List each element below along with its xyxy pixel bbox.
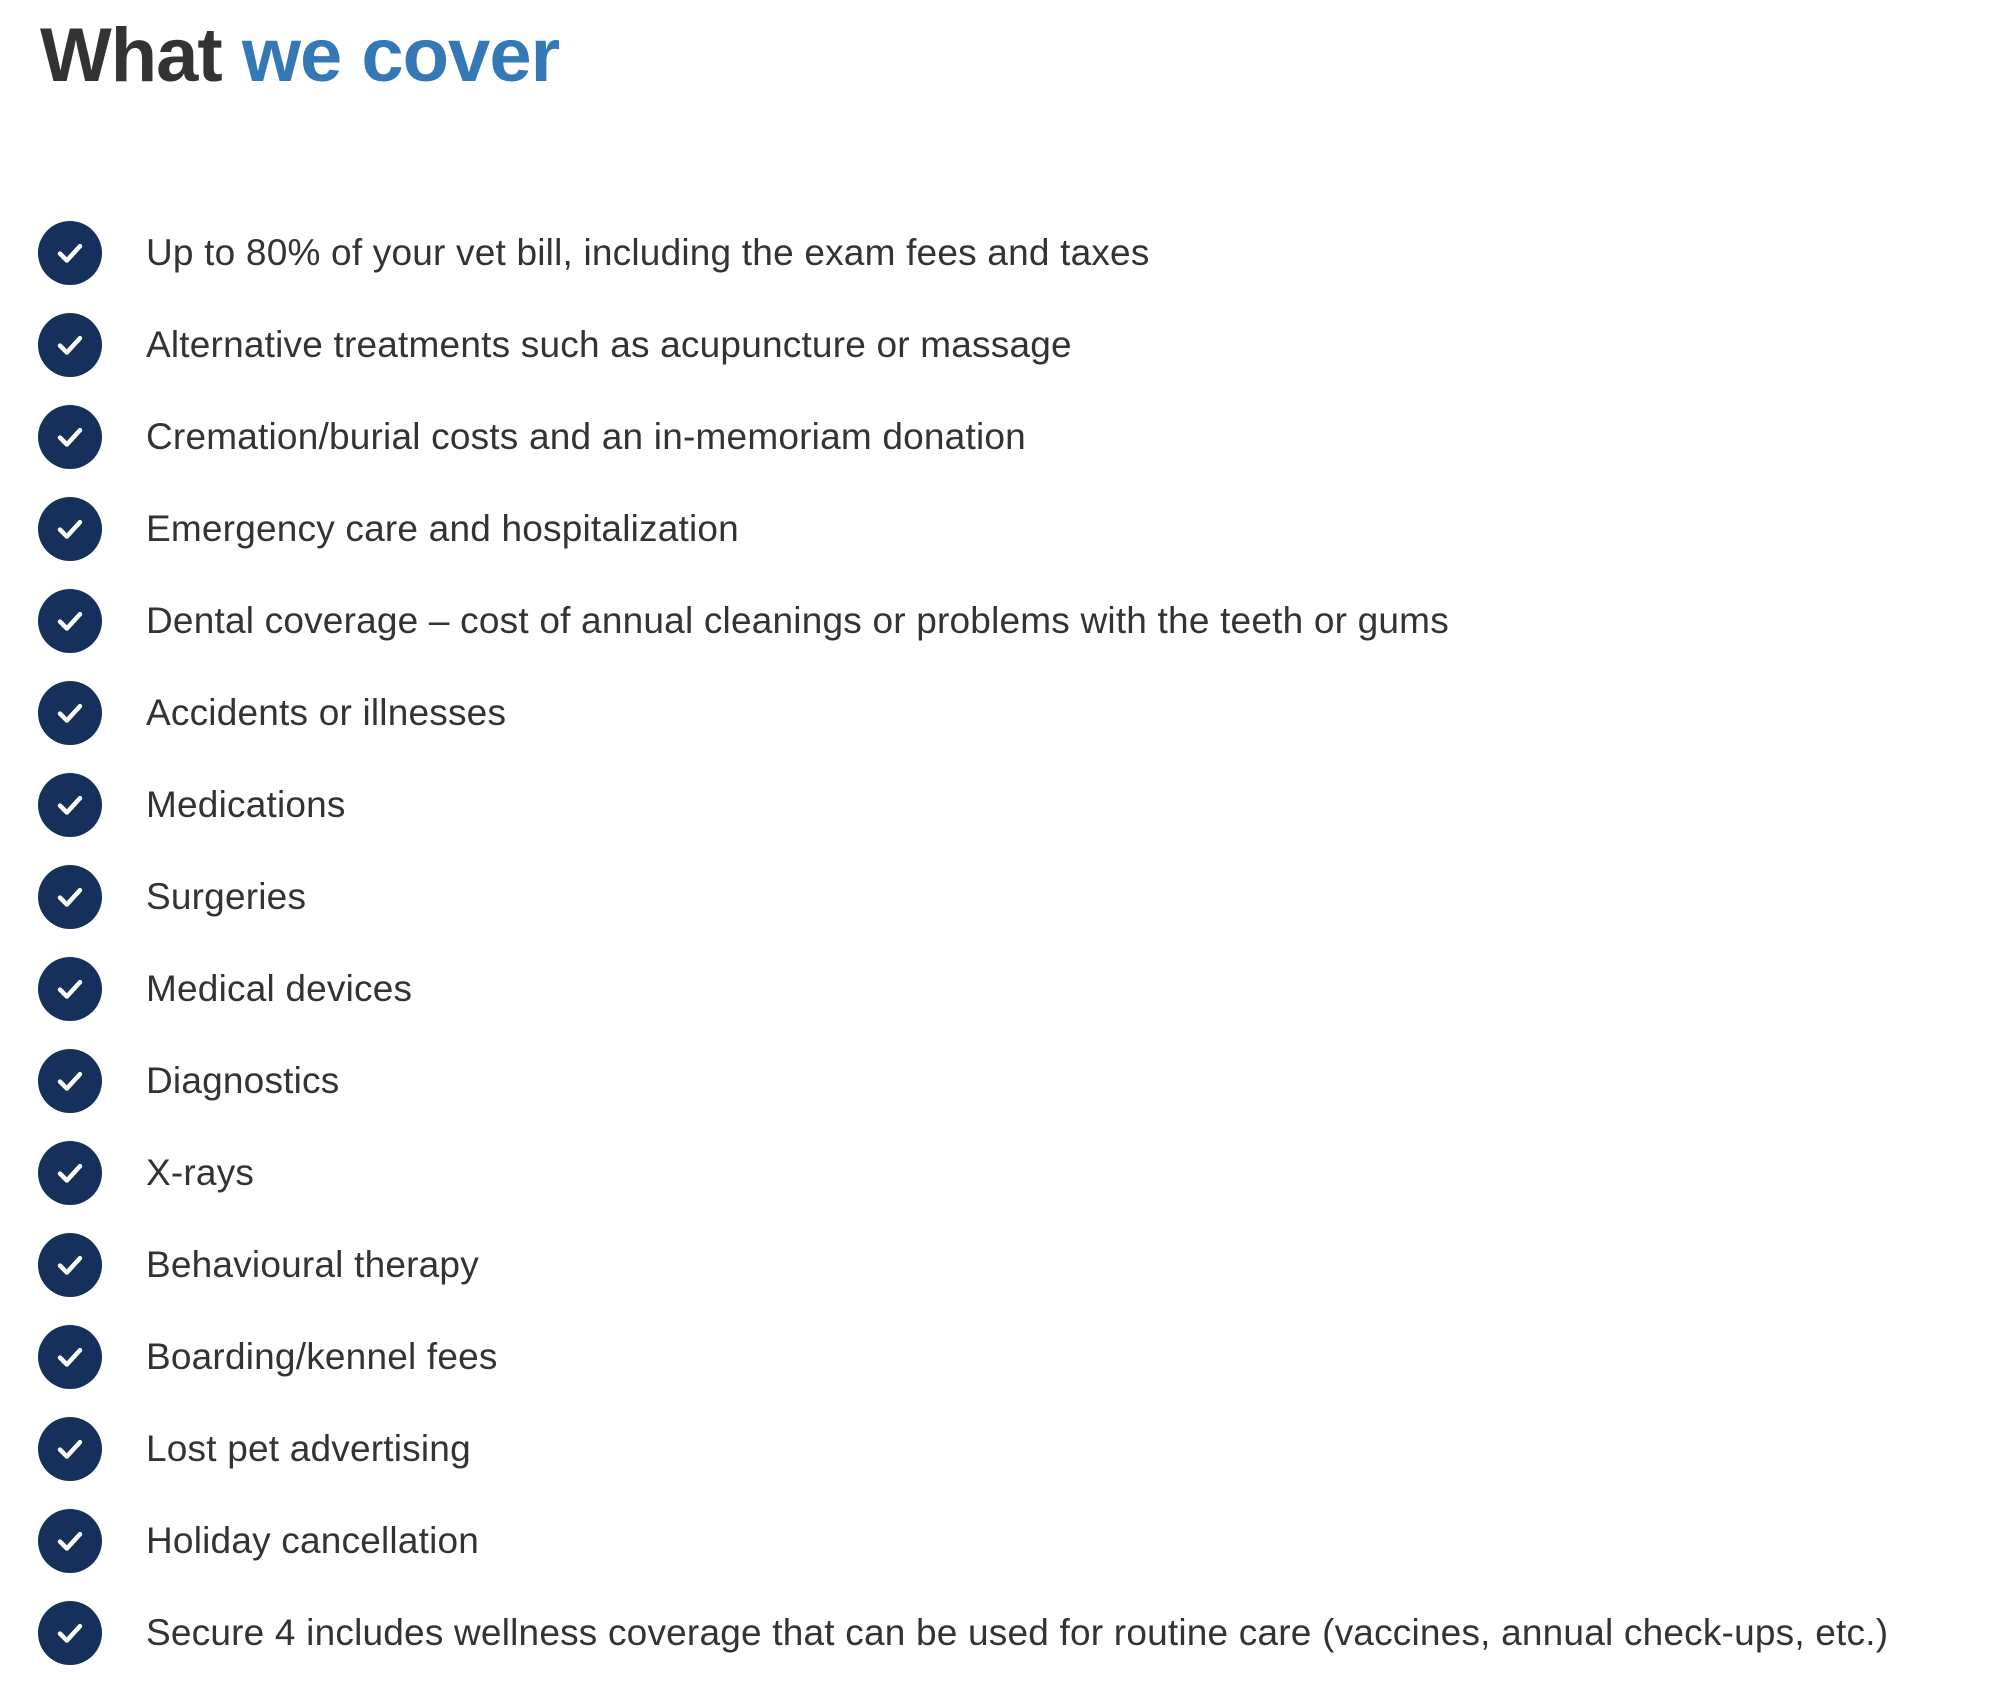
coverage-list-item (38, 391, 1888, 483)
coverage-list-item (38, 483, 1888, 575)
check-circle-icon (38, 1509, 102, 1573)
coverage-item-label: Accidents or illnesses (146, 692, 507, 733)
check-circle-icon (38, 1049, 102, 1113)
check-circle-icon (38, 1417, 102, 1481)
coverage-list-item (38, 1035, 1888, 1127)
coverage-list-item (38, 667, 1888, 759)
check-circle-icon (38, 313, 102, 377)
coverage-list-item (38, 1403, 1888, 1495)
coverage-list-item (38, 299, 1888, 391)
check-circle-icon (38, 497, 102, 561)
coverage-list-item (38, 1495, 1888, 1587)
coverage-item-label: Alternative treatments such as acupuncture or massage (146, 324, 1072, 365)
coverage-list-item (38, 851, 1888, 943)
coverage-item-label: Diagnostics (146, 1060, 340, 1101)
coverage-item-label: Secure 4 includes wellness coverage that can be used for routine care (vaccines, annual check-ups, etc.) (146, 1612, 1889, 1653)
coverage-list-item (38, 207, 1888, 299)
check-circle-icon (38, 957, 102, 1021)
check-circle-icon (38, 773, 102, 837)
check-circle-icon (38, 589, 102, 653)
check-circle-icon (38, 681, 102, 745)
coverage-item-label: Surgeries (146, 876, 307, 917)
check-circle-icon (38, 1233, 102, 1297)
coverage-list-item (38, 1311, 1888, 1403)
check-circle-icon (38, 1325, 102, 1389)
check-circle-icon (38, 405, 102, 469)
coverage-list-item (38, 1587, 1888, 1679)
check-circle-icon (38, 221, 102, 285)
coverage-list-item (38, 1219, 1888, 1311)
check-circle-icon (38, 865, 102, 929)
coverage-item-label: Lost pet advertising (146, 1428, 471, 1469)
coverage-list-item (38, 1127, 1888, 1219)
coverage-item-label: Medications (146, 784, 346, 825)
coverage-item-label: Cremation/burial costs and an in-memoriam donation (146, 416, 1026, 457)
coverage-item-label: Up to 80% of your vet bill, including the exam fees and taxes (146, 232, 1150, 273)
heading-part-we-cover: we cover (241, 13, 560, 98)
heading-part-what: What (40, 13, 222, 98)
coverage-item-label: X-rays (146, 1152, 255, 1193)
coverage-list-item (38, 943, 1888, 1035)
check-circle-icon (38, 1141, 102, 1205)
check-circle-icon (38, 1601, 102, 1665)
coverage-item-label: Emergency care and hospitalization (146, 508, 739, 549)
coverage-list (38, 207, 1888, 1679)
coverage-list-item (38, 575, 1888, 667)
section-heading (40, 8, 559, 104)
coverage-list-item (38, 759, 1888, 851)
coverage-item-label: Boarding/kennel fees (146, 1336, 498, 1377)
coverage-item-label: Medical devices (146, 968, 413, 1009)
coverage-item-label: Behavioural therapy (146, 1244, 479, 1285)
coverage-item-label: Dental coverage – cost of annual cleanings or problems with the teeth or gums (146, 600, 1449, 641)
coverage-item-label: Holiday cancellation (146, 1520, 480, 1561)
